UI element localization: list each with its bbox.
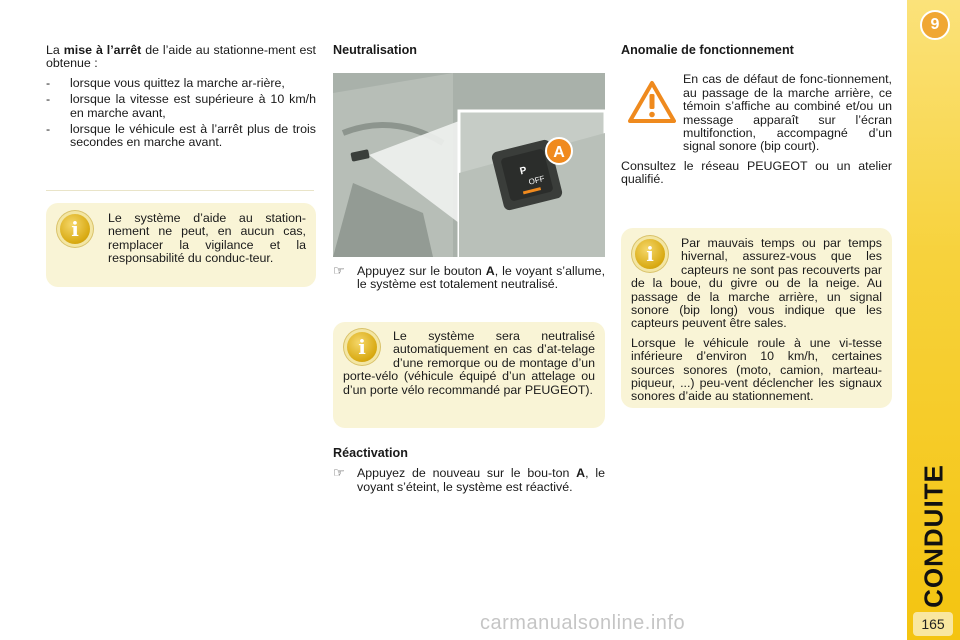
info-box-vigilance: [46, 203, 316, 287]
info-text: Le système sera neutralisé automatiquement en cas d’at-telage d’une remorque ou de montage d’un porte-vélo (véhicule équipé d’un attelage ou d’un porte vélo recommandé par PEUGEOT).: [343, 329, 595, 397]
column-middle: [333, 44, 605, 71]
list-item: - lorsque la vitesse est supérieure à 10 km/h en marche avant,: [46, 93, 316, 120]
list-item: ☞ Appuyez sur le bouton A, le voyant s’allume, le système est totalement neutralisé.: [333, 263, 606, 292]
heading-reactivation: Réactivation: [333, 446, 408, 460]
info-icon: i: [60, 214, 90, 244]
consult-paragraph: Consultez le réseau PEUGEOT ou un atelier qualifié.: [621, 158, 892, 187]
dashboard-button-photo: [333, 73, 605, 257]
info-icon: i: [347, 332, 377, 362]
info-icon: i: [635, 239, 665, 269]
divider: [46, 190, 314, 191]
heading-neutralisation: Neutralisation: [333, 43, 417, 57]
intro-bold-term: mise à l’arrêt: [63, 43, 142, 57]
warning-triangle-icon: [628, 80, 676, 124]
watermark: carmanualsonline.info: [480, 612, 686, 634]
deactivation-conditions-list: [46, 77, 316, 150]
chapter-number-badge: 9: [920, 10, 950, 40]
chapter-title: CONDUITE: [918, 464, 949, 608]
heading-anomalie: Anomalie de fonctionnement: [621, 43, 794, 57]
info-text: Lorsque le véhicule roule à une vi-tesse inférieure d’environ 10 km/h, certaines sources sonores (moto, camion, marteau-piqueur, ...) peu-vent déclencher les signaux sonores d’aide au stationnement.: [631, 335, 882, 404]
step-neutralise: [333, 265, 605, 298]
button-a-label: A: [553, 144, 565, 161]
intro-paragraph: La mise à l’arrêt de l’aide au stationne-ment est obtenue :: [46, 43, 316, 71]
warning-paragraph: En cas de défaut de fonc-tionnement, au passage de la marche arrière, ce témoin s’affiche au combiné et/ou un message apparaît sur l’écran multifonction, accompagné d’un signal sonore (bip court).: [683, 72, 892, 154]
info-text: Par mauvais temps ou par temps hivernal, assurez-vous que les capteurs ne sont pas recouverts par de la boue, du givre ou de la neige. Au passage de la marche arrière, un signal sonore (bip long) vous indique que les capteurs peuvent être sales.: [631, 236, 882, 331]
list-item: - lorsque le véhicule est à l’arrêt plus de trois secondes en marche avant.: [46, 123, 316, 150]
info-text: Le système d’aide au station-nement ne peut, en aucun cas, remplacer la vigilance et la responsabilité du conduc-teur.: [108, 211, 306, 266]
list-item: ☞ Appuyez de nouveau sur le bou-ton A, le voyant s’éteint, le système est réactivé.: [333, 465, 605, 494]
pointing-hand-icon: ☞: [333, 263, 345, 278]
info-box-auto-neutralise: [333, 322, 605, 428]
info-box-weather: [621, 228, 892, 408]
svg-text:P: P: [518, 165, 528, 178]
column-left: [46, 44, 316, 153]
reactivation-section: [333, 447, 605, 500]
svg-text:OFF: OFF: [527, 174, 546, 187]
pointing-hand-icon: ☞: [333, 465, 345, 481]
list-item: - lorsque vous quittez la marche ar-rière,: [46, 77, 316, 90]
page-number: 165: [913, 612, 953, 636]
